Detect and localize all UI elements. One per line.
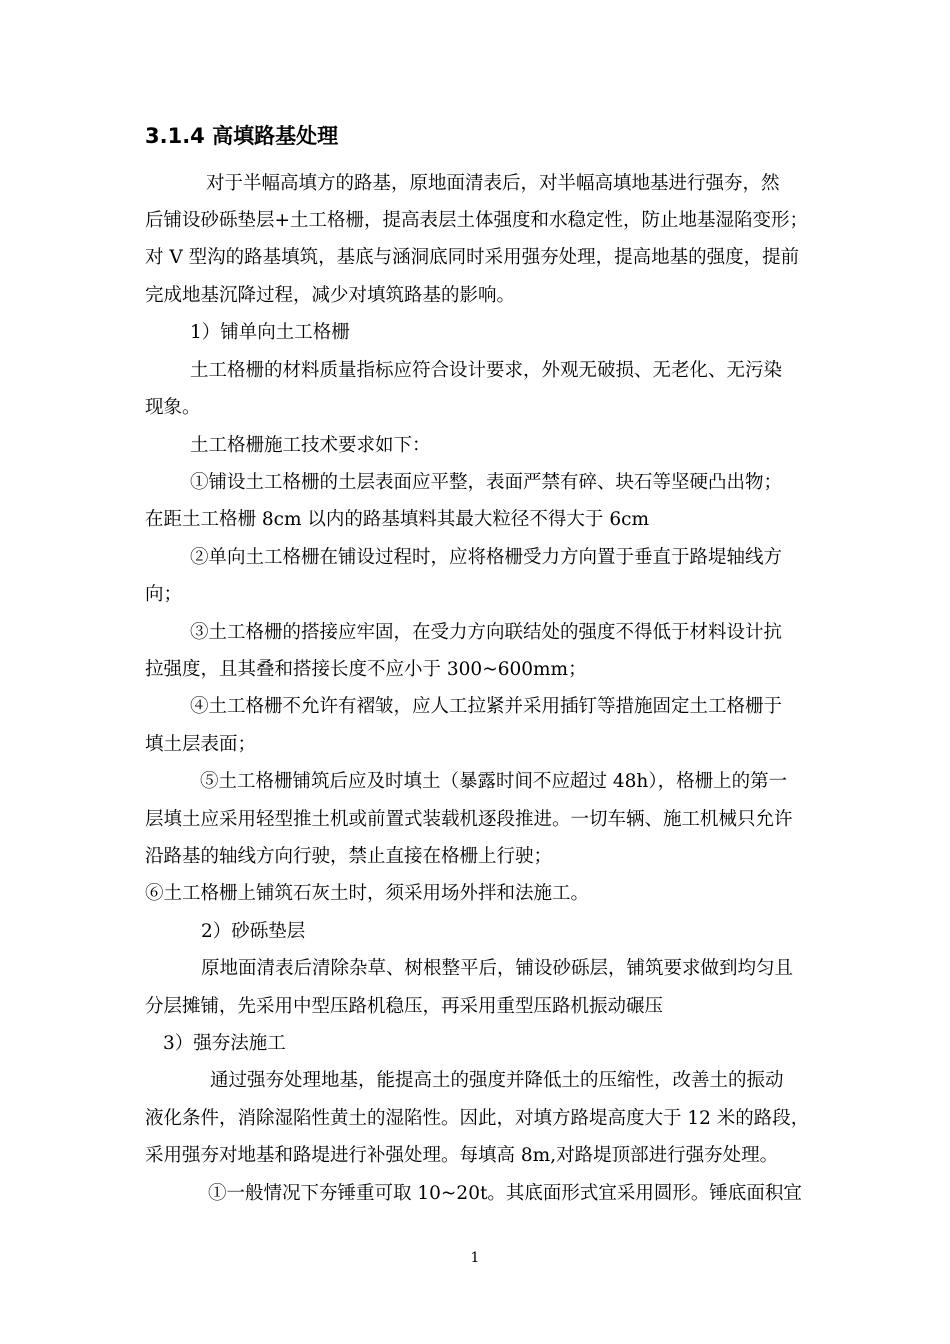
text-line: ②单向土工格栅在铺设过程时，应将格栅受力方向置于垂直于路堤轴线方 (190, 547, 783, 568)
text-line: 通过强夯处理地基，能提高土的强度并降低土的压缩性，改善土的振动 (210, 1070, 784, 1091)
text-line: ①铺设土工格栅的土层表面应平整，表面严禁有碎、块石等坚硬凸出物； (190, 472, 783, 493)
text-line: 对 V 型沟的路基填筑，基底与涵洞底同时采用强夯处理，提高地基的强度，提前 (145, 247, 800, 268)
text-line: ③土工格栅的搭接应牢固，在受力方向联结处的强度不得低于材料设计抗 (190, 622, 783, 643)
text-line: ①一般情况下夯锤重可取 10~20t。其底面形式宜采用圆形。锤底面积宜 (208, 1183, 802, 1204)
text-line: 完成地基沉降过程，减少对填筑路基的影响。 (145, 285, 516, 306)
text-line: 原地面清表后清除杂草、树根整平后，铺设砂砾层，铺筑要求做到均匀且 (201, 958, 794, 979)
section-heading: 3.1.4 高填路基处理 (145, 124, 339, 148)
text-line: 土工格栅施工技术要求如下： (190, 435, 431, 456)
text-line: 拉强度，且其叠和搭接长度不应小于 300~600mm； (145, 659, 587, 680)
text-line: ⑤土工格栅铺筑后应及时填土（暴露时间不应超过 48h），格栅上的第一 (200, 771, 788, 792)
subheading: 1）铺单向土工格栅 (190, 322, 350, 343)
text-line: ⑥土工格栅上铺筑石灰土时，须采用场外拌和法施工。 (145, 883, 590, 904)
text-line: 填土层表面； (145, 734, 257, 755)
text-line: 层填土应采用轻型推土机或前置式装载机逐段推进。一切车辆、施工机械只允许 (145, 809, 793, 830)
text-line: 分层摊铺，先采用中型压路机稳压，再采用重型压路机振动碾压 (145, 996, 664, 1017)
text-line: 现象。 (145, 397, 201, 418)
subheading: 2）砂砾垫层 (201, 921, 306, 942)
text-line: 向； (145, 584, 183, 605)
subheading: 3）强夯法施工 (163, 1033, 286, 1054)
text-line: 后铺设砂砾垫层+土工格栅，提高表层土体强度和水稳定性，防止地基湿陷变形； (145, 210, 809, 231)
text-line: 采用强夯对地基和路堤进行补强处理。每填高 8m,对路堤顶部进行强夯处理。 (145, 1145, 779, 1166)
text-line: ④土工格栅不允许有褶皱，应人工拉紧并采用插钉等措施固定土工格栅于 (190, 696, 783, 717)
text-line: 沿路基的轴线方向行驶，禁止直接在格栅上行驶； (145, 846, 553, 867)
text-line: 在距土工格栅 8cm 以内的路基填料其最大粒径不得大于 6cm (145, 509, 649, 530)
page-number: 1 (470, 1250, 480, 1266)
text-line: 土工格栅的材料质量指标应符合设计要求，外观无破损、无老化、无污染 (190, 360, 783, 381)
text-line: 对于半幅高填方的路基，原地面清表后，对半幅高填地基进行强夯，然 (206, 173, 780, 194)
text-line: 液化条件，消除湿陷性黄土的湿陷性。因此，对填方路堤高度大于 12 米的路段， (145, 1108, 810, 1129)
